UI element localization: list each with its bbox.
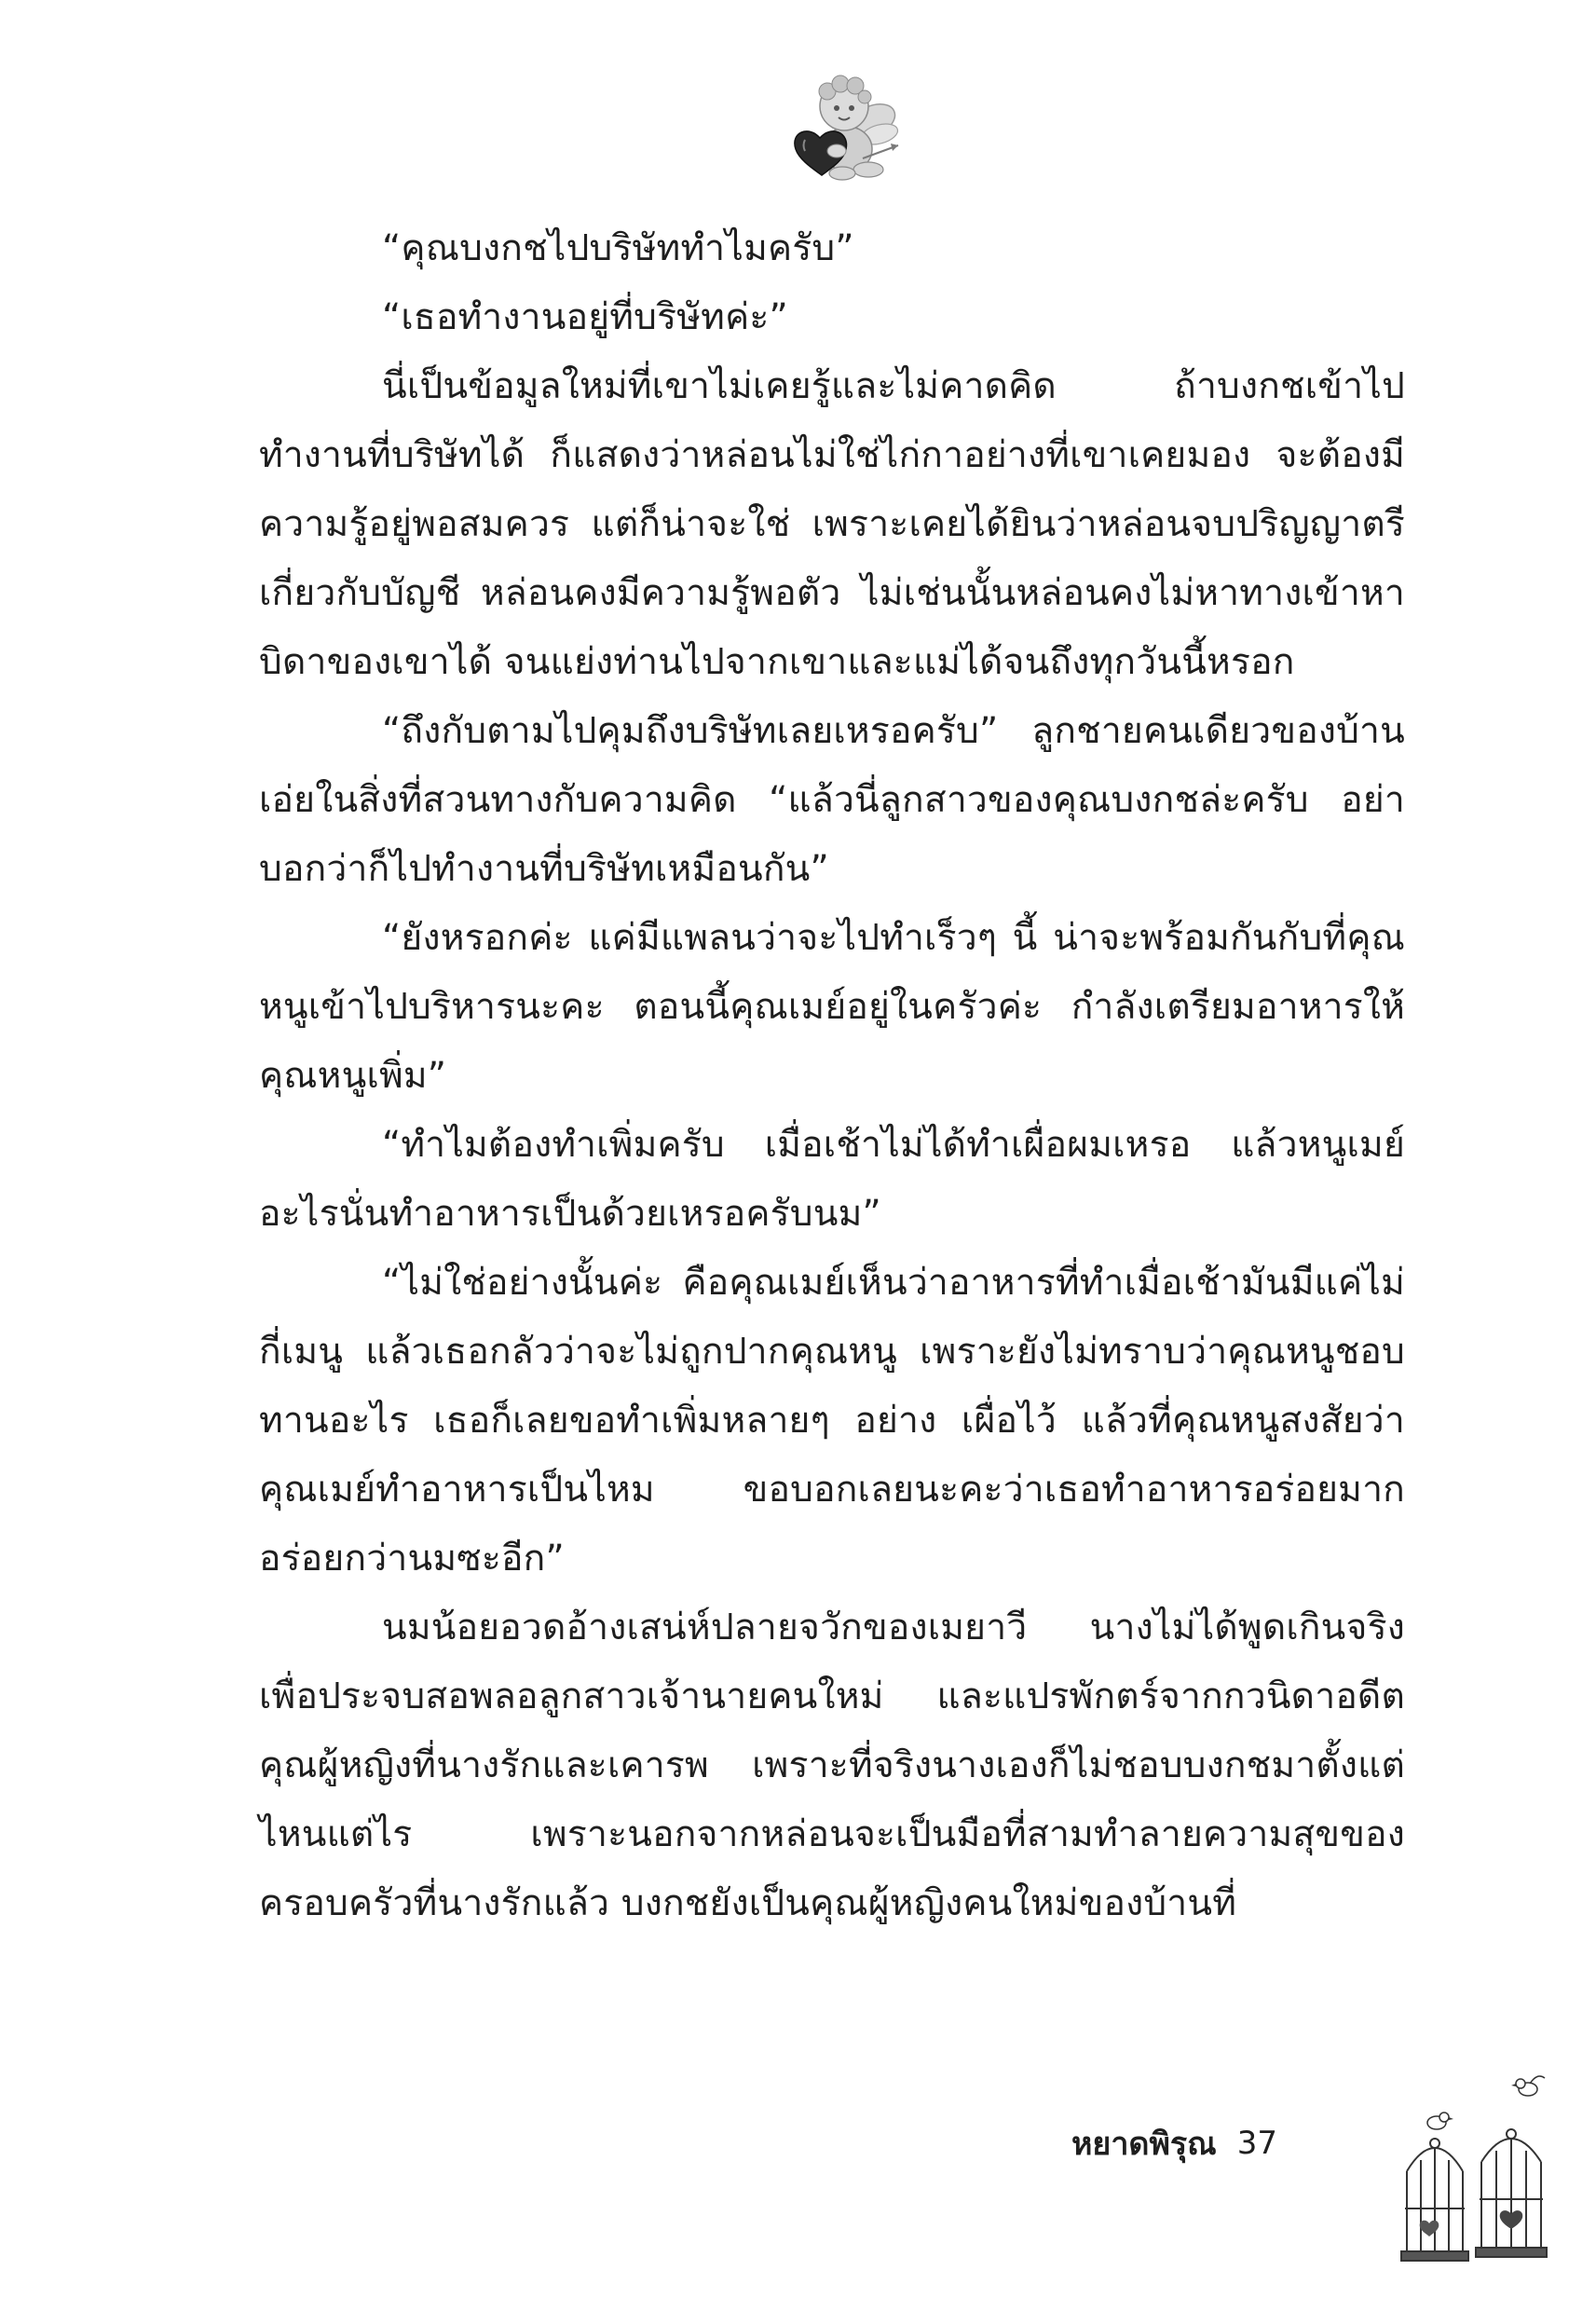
birdcage-with-birds-icon bbox=[1388, 2069, 1556, 2283]
dialogue-paragraph: “ไม่ใช่อย่างนั้นค่ะ คือคุณเมย์เห็นว่าอาหารที่ทำเมื่อเช้ามันมีแค่ไม่กี่เมนู แล้วเธอกลัวว่าจะไม่ถูกปากคุณหนู เพราะยังไม่ทราบว่าคุณหนูชอบทานอะไร เธอก็เลยขอทำเพิ่มหลายๆ อย่าง เผื่อไว้ แล้วที่คุณหนูสงสัยว่าคุณเมย์ทำอาหารเป็นไหม ขอบอกเลยนะคะว่าเธอทำอาหารอร่อยมาก อร่อยกว่านมซะอีก” bbox=[259, 1262, 1405, 1579]
body-text bbox=[259, 214, 1405, 1938]
dialogue-paragraph: “คุณบงกชไปบริษัททำไมครับ” bbox=[382, 227, 854, 269]
cupid-with-heart-icon bbox=[783, 73, 904, 185]
book-title: หยาดพิรุณ bbox=[1071, 2126, 1217, 2163]
page-number: 37 bbox=[1236, 2125, 1277, 2162]
page-footer bbox=[1071, 2115, 1277, 2171]
dialogue-paragraph: “ถึงกับตามไปคุมถึงบริษัทเลยเหรอครับ” ลูกชายคนเดียวของบ้านเอ่ยในสิ่งที่สวนทางกับความคิด “แล้วนี่ลูกสาวของคุณบงกชล่ะครับ อย่าบอกว่าก็ไปทำงานที่บริษัทเหมือนกัน” bbox=[259, 710, 1405, 890]
narrative-paragraph: นี่เป็นข้อมูลใหม่ที่เขาไม่เคยรู้และไม่คาดคิด ถ้าบงกชเข้าไปทำงานที่บริษัทได้ ก็แสดงว่าหล่อนไม่ใช่ไก่กาอย่างที่เขาเคยมอง จะต้องมีความรู้อยู่พอสมควร แต่ก็น่าจะใช่ เพราะเคยได้ยินว่าหล่อนจบปริญญาตรีเกี่ยวกับบัญชี หล่อนคงมีความรู้พอตัว ไม่เช่นนั้นหล่อนคงไม่หาทางเข้าหาบิดาของเขาได้ จนแย่งท่านไปจากเขาและแม่ได้จนถึงทุกวันนี้หรอก bbox=[259, 365, 1405, 683]
dialogue-paragraph: “เธอทำงานอยู่ที่บริษัทค่ะ” bbox=[382, 296, 788, 338]
dialogue-paragraph: “ยังหรอกค่ะ แค่มีแพลนว่าจะไปทำเร็วๆ นี้ น่าจะพร้อมกันกับที่คุณหนูเข้าไปบริหารนะคะ ตอนนี้คุณเมย์อยู่ในครัวค่ะ กำลังเตรียมอาหารให้คุณหนูเพิ่ม” bbox=[259, 917, 1405, 1097]
narrative-paragraph: นมน้อยอวดอ้างเสน่ห์ปลายจวักของเมยาวี นางไม่ได้พูดเกินจริงเพื่อประจบสอพลอลูกสาวเจ้านายคนใหม่ และแปรพักตร์จากกวนิดาอดีตคุณผู้หญิงที่นางรักและเคารพ เพราะที่จริงนางเองก็ไม่ชอบบงกชมาตั้งแต่ไหนแต่ไร เพราะนอกจากหล่อนจะเป็นมือที่สามทำลายความสุขของครอบครัวที่นางรักแล้ว บงกชยังเป็นคุณผู้หญิงคนใหม่ของบ้านที่ bbox=[259, 1607, 1405, 1924]
dialogue-paragraph: “ทำไมต้องทำเพิ่มครับ เมื่อเช้าไม่ได้ทำเผื่อผมเหรอ แล้วหนูเมย์อะไรนั่นทำอาหารเป็นด้วยเหรอครับนม” bbox=[259, 1124, 1405, 1235]
